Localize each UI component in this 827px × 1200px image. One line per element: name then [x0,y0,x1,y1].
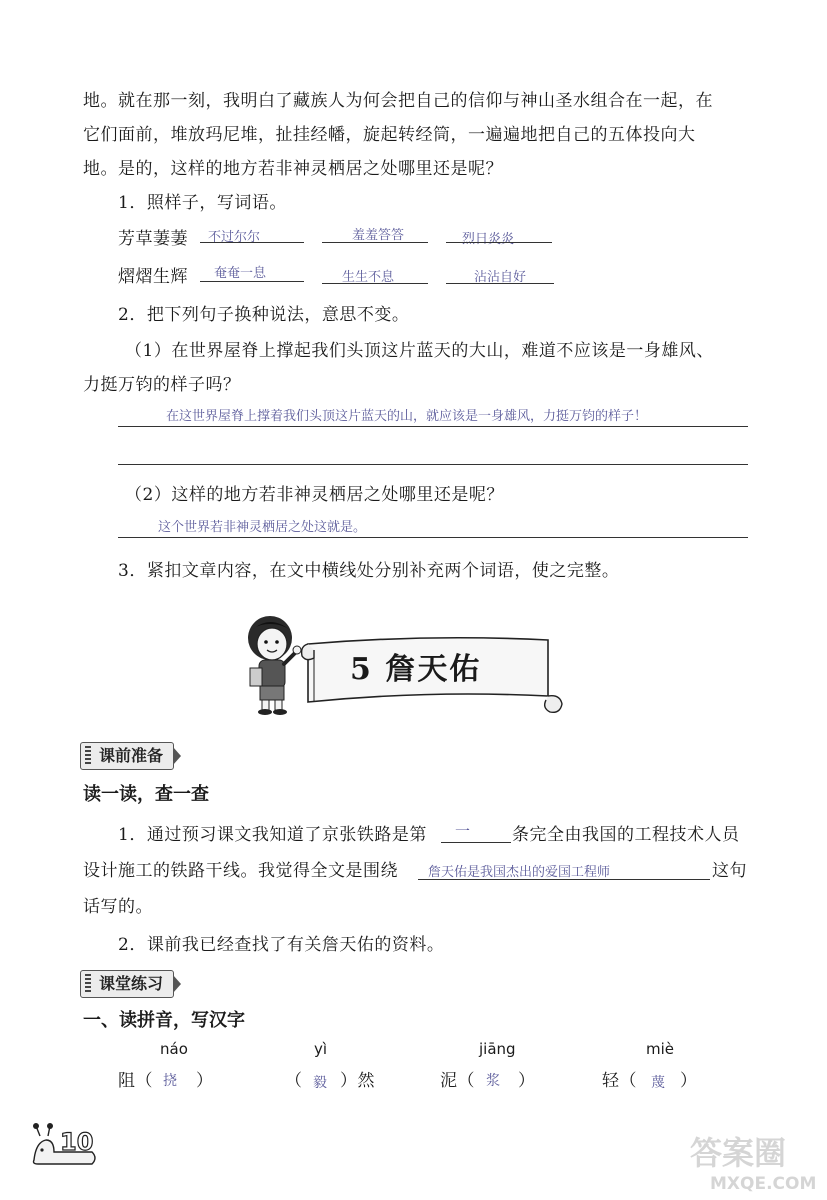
pinyin-nao: náo [160,1040,188,1058]
watermark-logo: 答案圈 [690,1134,787,1172]
q3-prompt: 3．紧扣文章内容，在文中横线处分别补充两个词语，使之完整。 [118,561,620,581]
q1-row1-answer-1: 不过尔尔 [208,229,261,244]
item-4-answer: 蔑 [651,1074,665,1090]
item-1-after: ） [196,1071,214,1091]
lesson-banner [232,612,572,722]
lesson-title: 5 詹天佑 [350,652,482,687]
page-number-badge [30,1122,100,1172]
q1-row1-line-3 [446,242,552,243]
pinyin-yi: yì [314,1040,328,1058]
s1-p1-answer: 詹天佑是我国杰出的爱国工程师 [428,864,611,879]
pinyin-jiang: jiāng [479,1040,516,1058]
q1-row2-answer-2: 生生不息 [342,269,395,284]
item-3-after: ） [518,1071,536,1091]
passage-line-3: 地。是的，这样的地方若非神灵栖居之处哪里还是呢？ [83,159,503,179]
item-2-after: ）然 [340,1071,375,1091]
item-1-before: 阻（ [118,1071,153,1091]
q1-row2-line-2 [322,283,428,284]
item-2-before: （ [285,1071,303,1091]
q1-row1-line-1 [200,242,304,243]
watermark-url: MXQE.COM [710,1174,817,1194]
q1-row1-line-2 [322,242,428,243]
q2-prompt: 2．把下列句子换种说法，意思不变。 [118,305,410,325]
s1-p2: 2．课前我已经查找了有关詹天佑的资料。 [118,935,445,955]
q2-answer-2: 这个世界若非神灵栖居之处这就是。 [158,519,367,534]
s1-p1-answer-line [418,879,710,880]
q1-prompt: 1．照样子，写词语。 [118,193,287,213]
q1-row2-line-3 [446,283,554,284]
q1-row2-line-1 [200,281,304,282]
s1-p1-blank-answer: 一 [455,823,471,840]
item-3-answer: 浆 [486,1072,500,1088]
q2-sentence-1-line-2: 力挺万钧的样子吗？ [83,375,241,395]
q1-row2-answer-1: 奄奄一息 [214,265,267,280]
q2-sentence-1-line-1: （1）在世界屋脊上撑起我们头顶这片蓝天的大山，难道不应该是一身雄风、 [125,341,714,361]
q2-answer-1-line-2 [118,464,748,465]
s1-p1-part-a: 1．通过预习课文我知道了京张铁路是第 [118,825,427,845]
page-number: 10 [60,1128,94,1156]
q1-row2-label: 熠熠生辉 [118,267,188,287]
passage-line-2: 它们面前，堆放玛尼堆，扯挂经幡，旋起转经筒，一遍遍地把自己的五体投向大 [83,125,696,145]
s1-p1-part-c: 设计施工的铁路干线。我觉得全文是围绕 [83,861,398,881]
item-4-before: 轻（ [602,1071,637,1091]
s1-p1-blank-line [441,842,511,843]
q1-row1-label: 芳草萋萋 [118,229,188,249]
q1-row1-answer-2: 羞羞答答 [352,227,405,242]
q1-row1-answer-3: 烈日炎炎 [462,231,515,246]
q2-answer-2-line [118,537,748,538]
section-heading-pinyin: 一、读拼音，写汉字 [83,1010,245,1031]
watermark [690,1128,820,1196]
q2-answer-1-line [118,426,748,427]
s1-p1-part-d: 这句 [712,861,747,881]
pinyin-mie: miè [646,1040,675,1058]
s1-p1-part-e: 话写的。 [83,897,153,917]
q1-row2-answer-3: 沾沾自好 [474,269,527,284]
q2-answer-1: 在这世界屋脊上撑着我们头顶这片蓝天的山，就应该是一身雄风，力挺万钧的样子！ [166,408,648,423]
item-4-after: ） [680,1071,698,1091]
section-badge-practice: 课堂练习 [80,970,174,998]
q2-sentence-2: （2）这样的地方若非神灵栖居之处哪里还是呢？ [125,485,504,505]
section-heading-read: 读一读，查一查 [83,784,209,805]
item-1-answer: 挠 [163,1072,177,1088]
s1-p1-part-b: 条完全由我国的工程技术人员 [512,825,740,845]
passage-line-1: 地。就在那一刻，我明白了藏族人为何会把自己的信仰与神山圣水组合在一起，在 [83,91,713,111]
item-2-answer: 毅 [313,1074,327,1090]
item-3-before: 泥（ [440,1071,475,1091]
section-badge-prep: 课前准备 [80,742,174,770]
